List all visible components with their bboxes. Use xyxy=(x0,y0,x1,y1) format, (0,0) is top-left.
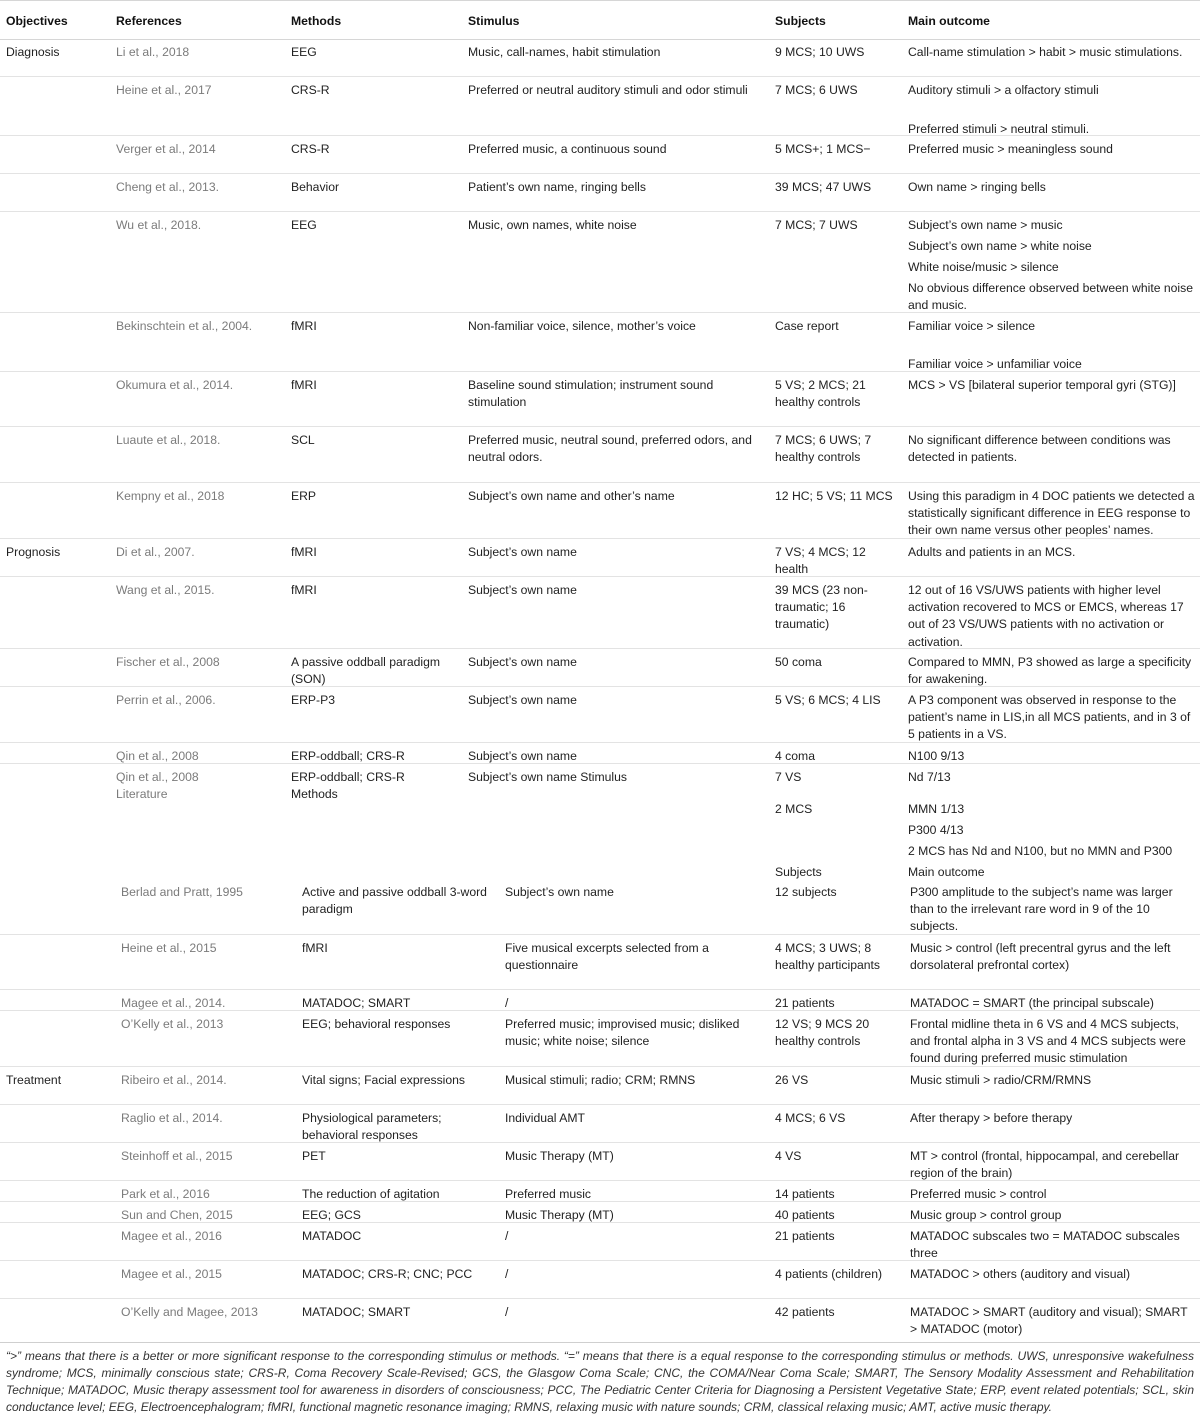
cell-ref: Li et al., 2018 xyxy=(116,45,190,59)
cell-met: MATADOC; CRS-R; CNC; PCC xyxy=(302,1267,473,1281)
cell-ref: Bekinschtein et al., 2004. xyxy=(116,319,253,333)
cell-met: ERP xyxy=(291,489,317,503)
cell-out: After therapy > before therapy xyxy=(910,1111,1073,1125)
cell-sub: 40 patients xyxy=(775,1208,835,1222)
cell-sti: Music, own names, white noise xyxy=(468,218,637,232)
cell-out: Call-name stimulation > habit > music stimulations. xyxy=(908,45,1183,59)
cell-out: Preferred music > control xyxy=(910,1187,1047,1201)
row-divider xyxy=(0,742,1200,743)
cell-ref: Verger et al., 2014 xyxy=(116,142,216,156)
cell-out: Compared to MMN, P3 showed as large a specificity for awakening. xyxy=(908,655,1192,687)
cell-out: No significant difference between conditions was detected in patients. xyxy=(908,433,1171,465)
row-divider xyxy=(0,1142,1200,1143)
cell-sub: Case report xyxy=(775,319,839,333)
cell-out: Using this paradigm in 4 DOC patients we detected a statistically significant difference in EEG response to their own name versus other peoples’ names. xyxy=(908,489,1195,538)
cell-sti: Subject’s own name Stimulus xyxy=(468,770,627,784)
cell-ref: O’Kelly et al., 2013 xyxy=(121,1017,224,1031)
row-divider xyxy=(0,173,1200,174)
cell-out: Preferred music > meaningless sound xyxy=(908,142,1113,156)
row-divider xyxy=(0,135,1200,136)
cell-out: MATADOC > SMART (auditory and visual); SMART > MATADOC (motor) xyxy=(910,1305,1188,1337)
cell-met: The reduction of agitation xyxy=(302,1187,440,1201)
cell-ref: Magee et al., 2016 xyxy=(121,1229,222,1243)
cell-sti: Subject’s own name xyxy=(468,545,577,559)
cell-ref: Okumura et al., 2014. xyxy=(116,378,234,392)
cell-out: Preferred stimuli > neutral stimuli. xyxy=(908,122,1090,136)
cell-met: ERP-oddball; CRS-R xyxy=(291,749,405,763)
cell-sti: Preferred or neutral auditory stimuli and odor stimuli xyxy=(468,83,748,97)
table-header xyxy=(0,0,1200,40)
cell-ref: Luaute et al., 2018. xyxy=(116,433,221,447)
cell-sti: Five musical excerpts selected from a questionnaire xyxy=(505,941,709,973)
cell-sub: 7 VS xyxy=(775,770,802,784)
cell-sti: Musical stimuli; radio; CRM; RMNS xyxy=(505,1073,696,1087)
cell-sti: Subject’s own name xyxy=(468,693,577,707)
row-divider xyxy=(0,426,1200,427)
cell-ref: Qin et al., 2008 xyxy=(116,770,199,784)
row-divider xyxy=(0,1298,1200,1299)
cell-ref: Ribeiro et al., 2014. xyxy=(121,1073,227,1087)
cell-ref: Qin et al., 2008 xyxy=(116,749,199,763)
row-divider xyxy=(0,371,1200,372)
cell-out: P300 amplitude to the subject’s name was larger than to the irrelevant rare word in 9 of the 10 subjects. xyxy=(910,885,1173,934)
cell-sub: 7 MCS; 6 UWS xyxy=(775,83,858,97)
cell-ref: Fischer et al., 2008 xyxy=(116,655,220,669)
cell-ref: Cheng et al., 2013. xyxy=(116,180,219,194)
row-divider xyxy=(0,1104,1200,1105)
cell-sti: / xyxy=(505,996,509,1010)
cell-out: MT > control (frontal, hippocampal, and cerebellar region of the brain) xyxy=(910,1149,1180,1181)
cell-sti: / xyxy=(505,1267,509,1281)
cell-met: CRS-R xyxy=(291,142,330,156)
cell-sub: 4 VS xyxy=(775,1149,802,1163)
cell-out: Auditory stimuli > a olfactory stimuli xyxy=(908,83,1099,97)
row-divider xyxy=(0,1201,1200,1202)
stray-label-methods: Methods xyxy=(291,787,338,801)
cell-met: fMRI xyxy=(291,583,317,597)
cell-sti: Preferred music; improvised music; disliked music; white noise; silence xyxy=(505,1017,740,1049)
row-divider xyxy=(0,1180,1200,1181)
cell-ref: Di et al., 2007. xyxy=(116,545,195,559)
cell-sti: Music Therapy (MT) xyxy=(505,1149,614,1163)
cell-ref: Wu et al., 2018. xyxy=(116,218,202,232)
cell-sub: Subjects xyxy=(775,865,822,879)
row-divider xyxy=(0,1010,1200,1011)
table-footnote: “>” means that there is a better or more significant response to the corresponding stimulus or methods. “=” means that there is a equal response to the corresponding stimulus or methods. UWS, unresponsive wakefulness syndrome; MCS, minimally conscious state; CRS-R, Coma Recovery Scale-Revised; GCS, the Glasgow Coma Scale; CNC, the COMA/Near Coma Scale; SMART, The Sensory Modality Assessment and Rehabilitation Technique; MATADOC, Music therapy assessment tool for awareness in disorders of consciousness; PCC, The Pediatric Center Criteria for Diagnosing a Persistent Vegetative State; ERP, event related potentials; SCL, skin conductance level; EEG, Electroencephalogram; fMRI, functional magnetic resonance imaging; RMNS, relaxing music with nature sounds; CRM, classical relaxing music; AMT, active music therapy. xyxy=(6,1349,1194,1414)
cell-sub: 5 MCS+; 1 MCS− xyxy=(775,142,871,156)
cell-met: EEG xyxy=(291,218,317,232)
cell-sub: 14 patients xyxy=(775,1187,835,1201)
cell-obj: Prognosis xyxy=(6,545,61,559)
cell-sti: / xyxy=(505,1229,509,1243)
cell-sti: Baseline sound stimulation; instrument sound stimulation xyxy=(468,378,714,410)
cell-out: Adults and patients in an MCS. xyxy=(908,545,1076,559)
cell-obj: Diagnosis xyxy=(6,45,60,59)
cell-out: MMN 1/13 xyxy=(908,802,965,816)
col-header-methods: Methods xyxy=(291,14,342,28)
table-bottom-rule xyxy=(0,1342,1200,1343)
cell-sub: 2 MCS xyxy=(775,802,813,816)
cell-ref: Steinhoff et al., 2015 xyxy=(121,1149,233,1163)
col-header-objectives: Objectives xyxy=(6,14,68,28)
cell-ref: Wang et al., 2015. xyxy=(116,583,215,597)
cell-out: N100 9/13 xyxy=(908,749,965,763)
cell-sti: Subject’s own name xyxy=(468,749,577,763)
cell-ref: Magee et al., 2015 xyxy=(121,1267,222,1281)
col-header-stimulus: Stimulus xyxy=(468,14,520,28)
cell-ref: Magee et al., 2014. xyxy=(121,996,226,1010)
cell-met: SCL xyxy=(291,433,315,447)
cell-out: Familiar voice > silence xyxy=(908,319,1035,333)
row-divider xyxy=(0,76,1200,77)
row-divider xyxy=(0,1222,1200,1223)
cell-out: MATADOC > others (auditory and visual) xyxy=(910,1267,1131,1281)
cell-met: fMRI xyxy=(291,545,317,559)
row-divider xyxy=(0,1260,1200,1261)
cell-obj: Treatment xyxy=(6,1073,62,1087)
cell-sub: 7 VS; 4 MCS; 12 health xyxy=(775,545,866,577)
cell-sub: 7 MCS; 7 UWS xyxy=(775,218,858,232)
cell-sub: 4 patients (children) xyxy=(775,1267,883,1281)
cell-sub: 21 patients xyxy=(775,1229,835,1243)
cell-out: MATADOC = SMART (the principal subscale) xyxy=(910,996,1154,1010)
cell-sti: Subject’s own name and other’s name xyxy=(468,489,675,503)
cell-met: PET xyxy=(302,1149,326,1163)
cell-out: Frontal midline theta in 6 VS and 4 MCS subjects, and frontal alpha in 3 VS and 4 MCS subjects were found during preferred music stimulation xyxy=(910,1017,1186,1066)
cell-sti: / xyxy=(505,1305,509,1319)
cell-sti: Patient’s own name, ringing bells xyxy=(468,180,646,194)
cell-out: MCS > VS [bilateral superior temporal gyri (STG)] xyxy=(908,378,1176,392)
cell-met: CRS-R xyxy=(291,83,330,97)
cell-out: Music group > control group xyxy=(910,1208,1062,1222)
cell-out: Familiar voice > unfamiliar voice xyxy=(908,357,1082,371)
cell-met: EEG xyxy=(291,45,317,59)
cell-ref: Heine et al., 2015 xyxy=(121,941,217,955)
cell-ref: O’Kelly and Magee, 2013 xyxy=(121,1305,258,1319)
cell-met: MATADOC xyxy=(302,1229,362,1243)
cell-met: Behavior xyxy=(291,180,340,194)
cell-sub: 5 VS; 2 MCS; 21 healthy controls xyxy=(775,378,866,410)
cell-met: fMRI xyxy=(291,319,317,333)
cell-sti: Individual AMT xyxy=(505,1111,585,1125)
cell-sub: 12 HC; 5 VS; 11 MCS xyxy=(775,489,893,503)
cell-met: MATADOC; SMART xyxy=(302,996,411,1010)
cell-out: Main outcome xyxy=(908,865,985,879)
cell-met: Active and passive oddball 3-word paradigm xyxy=(302,885,487,917)
cell-sub: 5 VS; 6 MCS; 4 LIS xyxy=(775,693,881,707)
cell-ref: Kempny et al., 2018 xyxy=(116,489,225,503)
cell-sub: 4 MCS; 6 VS xyxy=(775,1111,846,1125)
row-divider xyxy=(0,934,1200,935)
cell-sti: Music Therapy (MT) xyxy=(505,1208,614,1222)
cell-met: EEG; behavioral responses xyxy=(302,1017,451,1031)
cell-ref: Perrin et al., 2006. xyxy=(116,693,216,707)
cell-ref: Heine et al., 2017 xyxy=(116,83,212,97)
cell-sub: 12 VS; 9 MCS 20 healthy controls xyxy=(775,1017,870,1049)
cell-sti: Subject’s own name xyxy=(468,583,577,597)
cell-ref: Raglio et al., 2014. xyxy=(121,1111,223,1125)
col-header-references: References xyxy=(116,14,182,28)
cell-met: MATADOC; SMART xyxy=(302,1305,411,1319)
stray-label-literature: Literature xyxy=(116,787,168,801)
cell-out: MATADOC subscales two = MATADOC subscales three xyxy=(910,1229,1180,1261)
cell-ref: Berlad and Pratt, 1995 xyxy=(121,885,243,899)
cell-ref: Sun and Chen, 2015 xyxy=(121,1208,233,1222)
col-header-main-outcome: Main outcome xyxy=(908,14,990,28)
cell-sub: 42 patients xyxy=(775,1305,835,1319)
cell-met: ERP-oddball; CRS-R xyxy=(291,770,405,784)
cell-sti: Subject’s own name xyxy=(505,885,614,899)
row-divider xyxy=(0,482,1200,483)
row-divider xyxy=(0,648,1200,649)
cell-sti: Subject’s own name xyxy=(468,655,577,669)
cell-sti: Preferred music, a continuous sound xyxy=(468,142,667,156)
cell-out: Nd 7/13 xyxy=(908,770,951,784)
cell-sub: 4 MCS; 3 UWS; 8 healthy participants xyxy=(775,941,881,973)
row-divider xyxy=(0,989,1200,990)
row-divider xyxy=(0,1066,1200,1067)
cell-ref: Park et al., 2016 xyxy=(121,1187,210,1201)
cell-sub: 4 coma xyxy=(775,749,815,763)
row-divider xyxy=(0,312,1200,313)
cell-sti: Music, call-names, habit stimulation xyxy=(468,45,661,59)
cell-out: Music stimuli > radio/CRM/RMNS xyxy=(910,1073,1092,1087)
cell-out: 12 out of 16 VS/UWS patients with higher level activation recovered to MCS or EMCS, whereas 17 out of 23 VS/UWS patients with no activation or activation. xyxy=(908,583,1184,649)
cell-sub: 9 MCS; 10 UWS xyxy=(775,45,865,59)
row-divider xyxy=(0,538,1200,539)
row-divider xyxy=(0,211,1200,212)
cell-sub: 50 coma xyxy=(775,655,822,669)
cell-out: Music > control (left precentral gyrus and the left dorsolateral prefrontal cortex) xyxy=(910,941,1171,973)
col-header-subjects: Subjects xyxy=(775,14,826,28)
cell-out: Own name > ringing bells xyxy=(908,180,1046,194)
cell-sub: 7 MCS; 6 UWS; 7 healthy controls xyxy=(775,433,872,465)
row-divider xyxy=(0,763,1200,764)
cell-met: Vital signs; Facial expressions xyxy=(302,1073,466,1087)
cell-sub: 21 patients xyxy=(775,996,835,1010)
cell-out: A P3 component was observed in response to the patient’s name in LIS,in all MCS patients, and in 3 of 5 patients in a VS. xyxy=(908,693,1191,742)
cell-met: A passive oddball paradigm (SON) xyxy=(291,655,441,687)
cell-out: Subject’s own name > white noise xyxy=(908,239,1092,253)
cell-out: 2 MCS has Nd and N100, but no MMN and P300 xyxy=(908,844,1173,858)
cell-out: White noise/music > silence xyxy=(908,260,1059,274)
cell-met: EEG; GCS xyxy=(302,1208,361,1222)
row-divider xyxy=(0,576,1200,577)
cell-met: fMRI xyxy=(302,941,328,955)
cell-out: No obvious difference observed between white noise and music. xyxy=(908,281,1194,313)
cell-sti: Non-familiar voice, silence, mother’s voice xyxy=(468,319,696,333)
cell-out: P300 4/13 xyxy=(908,823,964,837)
cell-sub: 39 MCS (23 non-traumatic; 16 traumatic) xyxy=(775,583,868,632)
cell-sti: Preferred music, neutral sound, preferred odors, and neutral odors. xyxy=(468,433,752,465)
cell-sub: 26 VS xyxy=(775,1073,809,1087)
cell-met: ERP-P3 xyxy=(291,693,336,707)
row-divider xyxy=(0,686,1200,687)
cell-met: Physiological parameters; behavioral responses xyxy=(302,1111,442,1143)
cell-met: fMRI xyxy=(291,378,317,392)
cell-out: Subject’s own name > music xyxy=(908,218,1063,232)
cell-sub: 12 subjects xyxy=(775,885,837,899)
cell-sti: Preferred music xyxy=(505,1187,592,1201)
cell-sub: 39 MCS; 47 UWS xyxy=(775,180,872,194)
